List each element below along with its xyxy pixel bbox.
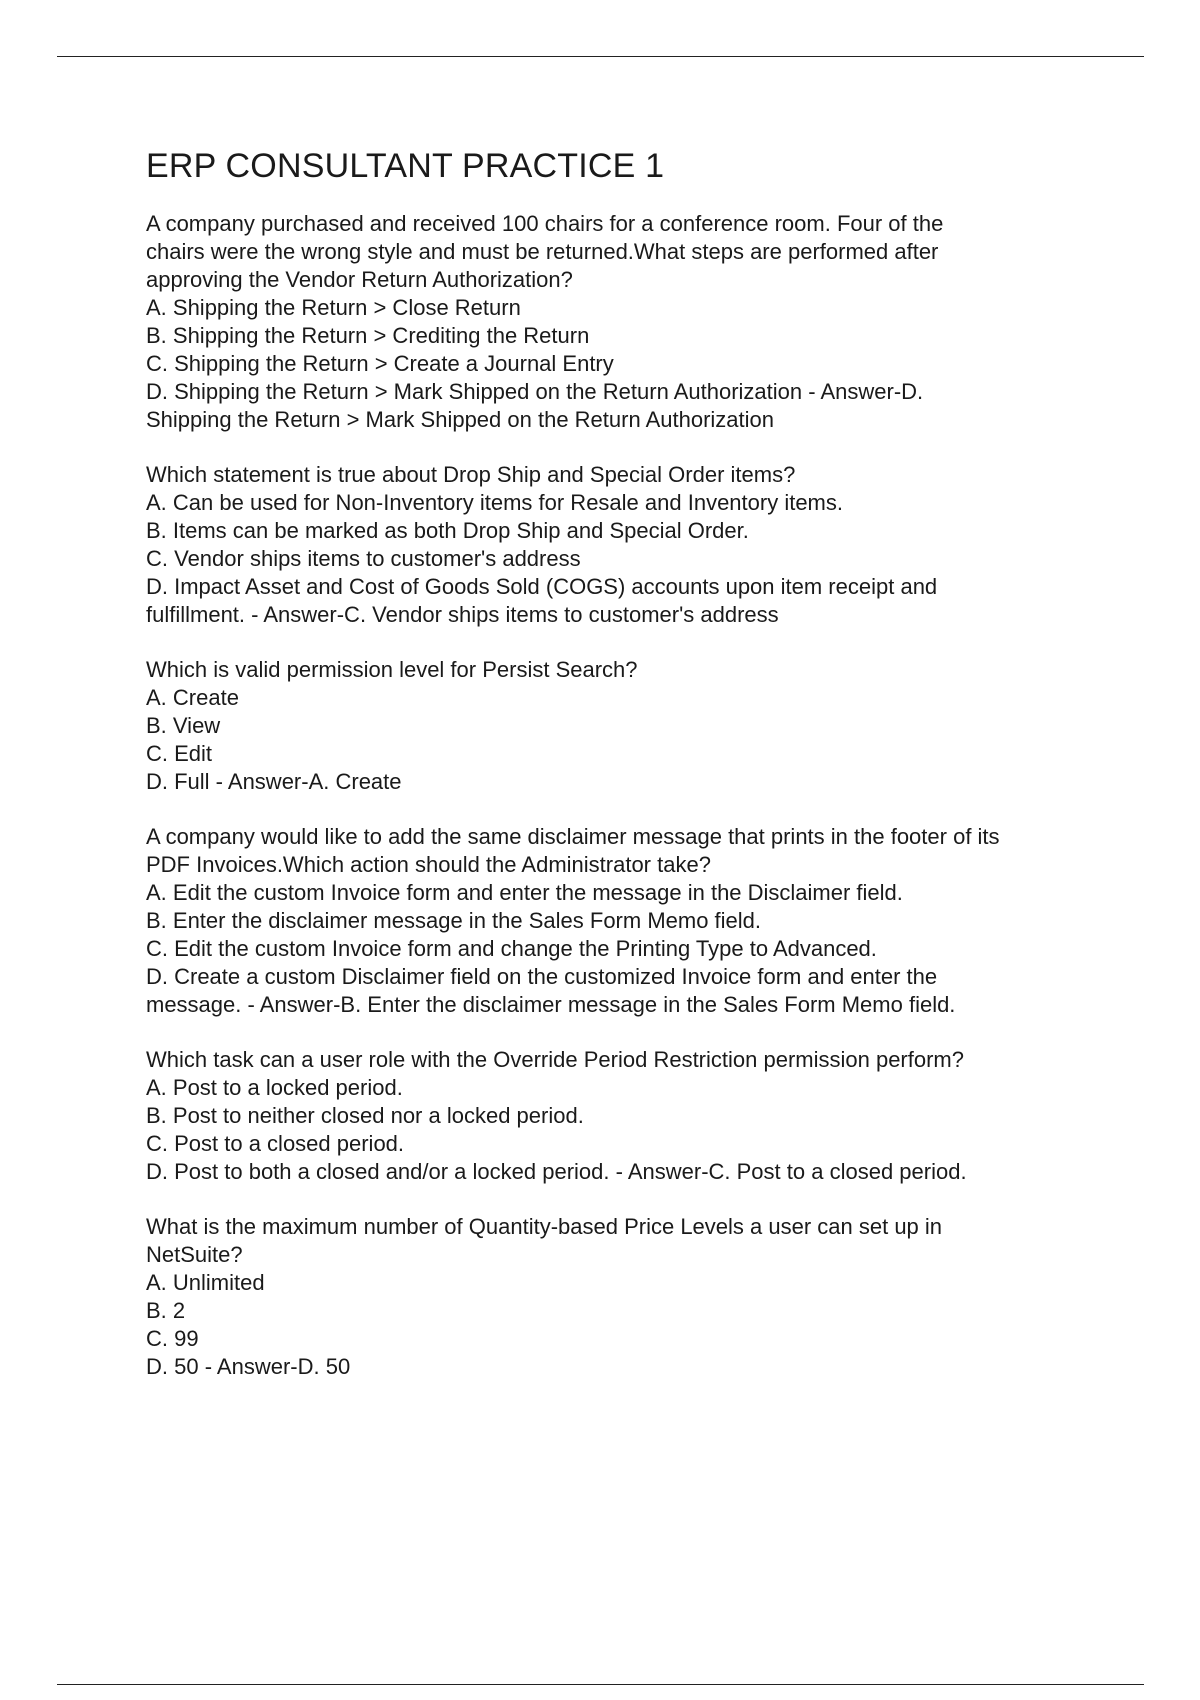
question-text-line: approving the Vendor Return Authorization?	[146, 267, 573, 292]
question-text-line: chairs were the wrong style and must be returned.What steps are performed after	[146, 239, 939, 264]
question-list	[146, 210, 1106, 1381]
question-text-line: fulfillment. - Answer-C. Vendor ships items to customer's address	[146, 602, 779, 627]
question-text-line: Shipping the Return > Mark Shipped on the Return Authorization	[146, 407, 775, 432]
question-text-line: C. 99	[146, 1326, 199, 1351]
question-block	[146, 461, 1106, 629]
top-rule	[57, 56, 1144, 57]
question-text-line: D. 50 - Answer-D. 50	[146, 1354, 351, 1379]
question-text-line: B. Shipping the Return > Crediting the Return	[146, 323, 590, 348]
question-text-line: What is the maximum number of Quantity-based Price Levels a user can set up in	[146, 1214, 943, 1239]
question-text-line: C. Shipping the Return > Create a Journal Entry	[146, 351, 614, 376]
question-text-line: NetSuite?	[146, 1242, 243, 1267]
document-body	[146, 142, 1106, 1408]
question-text-line: C. Vendor ships items to customer's address	[146, 546, 581, 571]
question-text-line: A. Edit the custom Invoice form and enter the message in the Disclaimer field.	[146, 880, 903, 905]
question-text-line: A company would like to add the same disclaimer message that prints in the footer of its	[146, 824, 1000, 849]
question-text-line: A. Can be used for Non-Inventory items for Resale and Inventory items.	[146, 490, 843, 515]
question-text-line: D. Impact Asset and Cost of Goods Sold (COGS) accounts upon item receipt and	[146, 574, 938, 599]
question-text-line: A company purchased and received 100 chairs for a conference room. Four of the	[146, 211, 944, 236]
question-text-line: D. Full - Answer-A. Create	[146, 769, 402, 794]
question-text-line: message. - Answer-B. Enter the disclaimer message in the Sales Form Memo field.	[146, 992, 956, 1017]
question-text-line: D. Post to both a closed and/or a locked period. - Answer-C. Post to a closed period.	[146, 1159, 967, 1184]
question-text-line: A. Unlimited	[146, 1270, 265, 1295]
document-title: ERP CONSULTANT PRACTICE 1	[146, 147, 665, 185]
question-text-line: C. Edit the custom Invoice form and change the Printing Type to Advanced.	[146, 936, 877, 961]
question-text-line: Which is valid permission level for Persist Search?	[146, 657, 638, 682]
question-text-line: Which task can a user role with the Override Period Restriction permission perform?	[146, 1047, 964, 1072]
question-text-line: B. Items can be marked as both Drop Ship and Special Order.	[146, 518, 749, 543]
question-text-line: B. Enter the disclaimer message in the Sales Form Memo field.	[146, 908, 762, 933]
bottom-rule	[57, 1684, 1144, 1685]
question-text-line: A. Create	[146, 685, 239, 710]
question-text-line: C. Edit	[146, 741, 213, 766]
question-text-line: PDF Invoices.Which action should the Administrator take?	[146, 852, 711, 877]
question-block	[146, 210, 1106, 434]
question-text-line: Which statement is true about Drop Ship and Special Order items?	[146, 462, 796, 487]
question-text-line: B. Post to neither closed nor a locked period.	[146, 1103, 584, 1128]
question-text-line: D. Create a custom Disclaimer field on the customized Invoice form and enter the	[146, 964, 938, 989]
question-text-line: C. Post to a closed period.	[146, 1131, 405, 1156]
question-text-line: B. 2	[146, 1298, 186, 1323]
question-text-line: D. Shipping the Return > Mark Shipped on the Return Authorization - Answer-D.	[146, 379, 924, 404]
question-block	[146, 1213, 1106, 1381]
question-block	[146, 1046, 1106, 1186]
question-text-line: A. Post to a locked period.	[146, 1075, 403, 1100]
question-block	[146, 823, 1106, 1019]
question-text-line: B. View	[146, 713, 221, 738]
question-text-line: A. Shipping the Return > Close Return	[146, 295, 521, 320]
question-block	[146, 656, 1106, 796]
